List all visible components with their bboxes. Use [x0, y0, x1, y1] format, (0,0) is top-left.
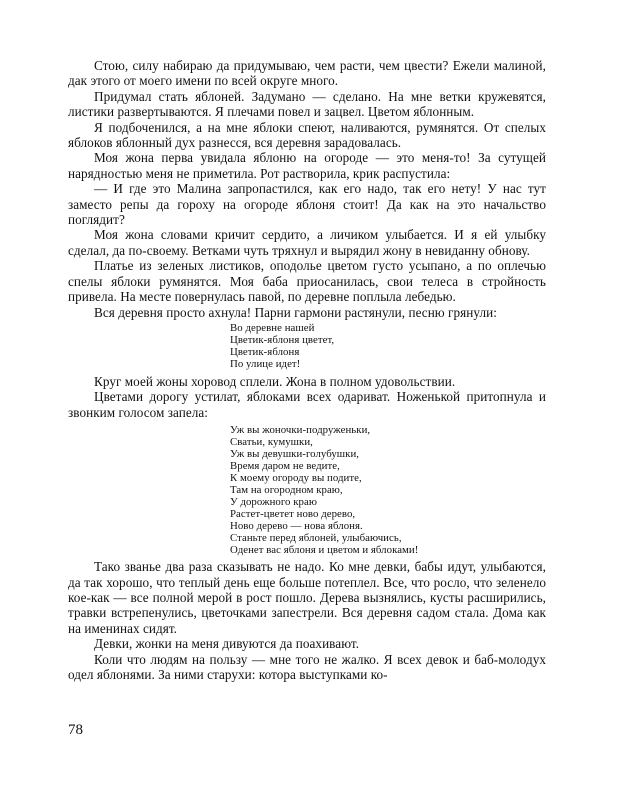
paragraph: Тако званье два раза сказывать не надо. Ко мне девки, бабы идут, улыбаются, да так хорошо, что теплый день еще больше потеплел. Все, что росло, что зеленело кое-как — все полной мерой в рост пошло. Дерева вызнялись, кусты расширились, травки встрепенулись, цветочками запестрели. Вся деревня садом стала. Дома как на именинах сидят. [68, 559, 546, 636]
body-text [68, 58, 546, 682]
verse-line: По улице идет! [230, 357, 301, 370]
paragraph: Круг моей жоны хоровод сплели. Жона в полном удовольствии. [94, 373, 456, 389]
page-number: 78 [68, 722, 83, 738]
verse-line: К моему огороду вы подите, [230, 472, 362, 485]
paragraph: Я подбоченился, а на мне яблоки спеют, наливаются, румянятся. От спелых яблоков яблонный дух разнесся, вся деревня зарадовалась. [68, 119, 546, 151]
song-verse-two [230, 424, 546, 556]
verse-line: Во деревне нашей [230, 321, 315, 334]
verse-line: Сватьи, кумушки, [230, 436, 313, 449]
song-verse-one [230, 322, 546, 370]
verse-line: Уж вы девушки-голубушки, [230, 448, 360, 461]
paragraph: Коли что людям на пользу — мне того не жалко. Я всех девок и баб-молодух одел яблонями. За ними старухи: котора выступками ко- [68, 651, 546, 682]
verse-line: Цветик-яблоня цветет, [230, 333, 335, 346]
verse-line: Оденет вас яблоня и цветом и яблоками! [230, 544, 419, 557]
verse-line: Цветик-яблоня [230, 345, 300, 358]
verse-line: Там на огородном краю, [230, 484, 343, 497]
verse-line: Станьте перед яблоней, улыбаючись, [230, 532, 402, 545]
verse-line: У дорожного краю [230, 496, 317, 509]
paragraph: Придумал стать яблоней. Задумано — сделано. На мне ветки кружевятся, листики развертываются. Я плечами повел и зацвел. Цветом яблонным. [68, 88, 546, 120]
verse-line: Ново дерево — нова яблоня. [230, 520, 363, 533]
paragraph: Девки, жонки на меня дивуются да поахивают. [94, 636, 360, 652]
paragraph: Цветами дорогу устилат, яблоками всех одариват. Ноженькой притопнула и звонким голосом запела: [68, 389, 546, 420]
paragraph: Платье из зеленых листиков, оподолье цветом густо усыпано, а по оплечью спелы яблоки румянятся. Моя баба приосанилась, свои телеса в стройность привела. На месте повернулась павой, по деревне поплыла лебедью. [68, 258, 546, 305]
verse-line: Время даром не ведите, [230, 460, 340, 473]
paragraph: Вся деревня просто ахнула! Парни гармони растянули, песню грянули: [94, 304, 497, 320]
paragraph: — И где это Малина запропастился, как его надо, так его нету! У нас тут заместо репы да гороху на огороде яблоня стоит! Да как на это начальство поглядит? [68, 181, 546, 228]
verse-line: Растет-цветет ново дерево, [230, 508, 356, 521]
paragraph: Моя жона словами кричит сердито, а личиком улыбается. И я ей улыбку сделал, да по-своему. Ветками чуть тряхнул и вырядил жону в невиданну обнову. [68, 227, 546, 258]
paragraph: Моя жона перва увидала яблоню на огороде — это меня-то! За сутущей нарядностью меня не приметила. Рот растворила, крик распустила: [68, 150, 546, 181]
verse-line: Уж вы жоночки-подруженьки, [230, 424, 371, 437]
paragraph: Стою, силу набираю да придумываю, чем расти, чем цвести? Ежели малиной, дак этого от моего имени по всей округе много. [68, 58, 546, 89]
